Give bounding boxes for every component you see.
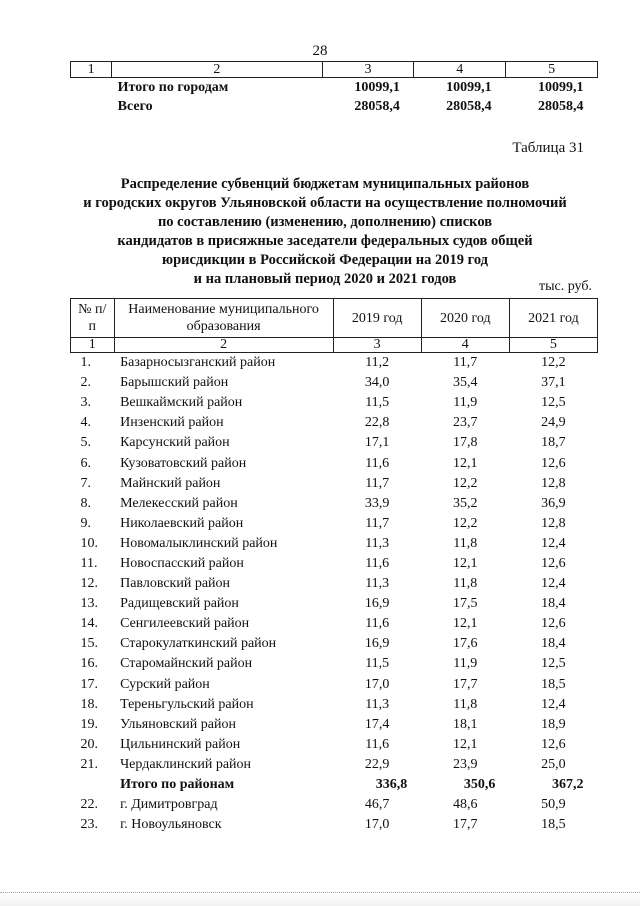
- row-number: 5.: [80, 435, 91, 451]
- row-number: 1.: [80, 355, 91, 371]
- value-2020: 12,1: [453, 616, 478, 632]
- table-row: [71, 654, 598, 674]
- row-name: г. Новоульяновск: [120, 817, 222, 833]
- value-2020: 11,9: [453, 656, 478, 672]
- continuation-header-row: [71, 62, 598, 78]
- row-name: Старокулаткинский район: [120, 636, 277, 652]
- value-2021: 12,6: [541, 555, 566, 571]
- column-numbers-row: [71, 338, 598, 353]
- title-line: по составлению (изменению, дополнению) списков: [157, 214, 493, 230]
- col-number-2: 2: [114, 338, 333, 353]
- table-label: Таблица 31: [512, 140, 584, 156]
- row-name: Сенгилеевский район: [120, 616, 250, 632]
- value-2021: 50,9: [541, 797, 566, 813]
- value-2021: 28058,4: [538, 99, 584, 114]
- subvention-table: [70, 298, 598, 835]
- table-row: [71, 695, 598, 715]
- grand-total-row: [71, 97, 598, 116]
- col-number-3: 3: [322, 62, 414, 78]
- table-row: [71, 373, 598, 393]
- row-number: 17.: [80, 676, 98, 692]
- col-number-3: 3: [333, 338, 421, 353]
- value-2019: 11,3: [365, 535, 390, 551]
- title-line: и на плановый период 2020 и 2021 годов: [193, 271, 457, 287]
- title-line: юрисдикции в Российской Федерации на 2019 год: [162, 252, 488, 268]
- row-name: Мелекесский район: [120, 495, 238, 511]
- value-2021: 12,4: [541, 535, 566, 551]
- row-number: 23.: [80, 817, 98, 833]
- value-2019: 11,5: [365, 656, 390, 672]
- value-2020: 12,1: [453, 455, 478, 471]
- row-name: Тереньгульский район: [120, 696, 254, 712]
- row-name: Кузоватовский район: [120, 455, 247, 471]
- value-2021: 12,4: [541, 696, 566, 712]
- value-2020: 17,8: [453, 435, 478, 451]
- col-number-5: 5: [509, 338, 597, 353]
- table-row: [71, 634, 598, 654]
- row-name: Цильнинский район: [120, 736, 241, 752]
- title-line: кандидатов в присяжные заседатели федеральных судов общей: [117, 233, 533, 249]
- table-row: [71, 433, 598, 453]
- header-num: № п/п: [71, 299, 115, 338]
- page-bottom-edge: [0, 892, 640, 906]
- value-2021: 12,6: [541, 736, 566, 752]
- row-number: 14.: [80, 616, 98, 632]
- title-line: Распределение субвенций бюджетам муниципальных районов: [120, 176, 530, 192]
- row-number: 3.: [80, 395, 91, 411]
- value-2021: 18,9: [541, 716, 566, 732]
- table-row: [71, 795, 598, 815]
- col-number-2: 2: [112, 62, 322, 78]
- value-2020: 28058,4: [446, 99, 492, 114]
- col-number-1: 1: [71, 338, 115, 353]
- value-2021: 37,1: [541, 375, 566, 391]
- value-2020: 10099,1: [446, 80, 492, 95]
- value-2019: 11,7: [365, 515, 390, 531]
- table-row: [71, 353, 598, 374]
- row-number: 19.: [80, 716, 98, 732]
- row-name: Новомалыклинский район: [120, 535, 278, 551]
- value-2020: 23,9: [453, 756, 478, 772]
- row-number: 4.: [80, 415, 91, 431]
- header-2021: 2021 год: [509, 299, 597, 338]
- continuation-table: [70, 61, 598, 116]
- row-number: 20.: [80, 736, 98, 752]
- row-number: 12.: [80, 576, 98, 592]
- table-row: [71, 574, 598, 594]
- table-title: [60, 175, 590, 289]
- value-2019: 16,9: [364, 636, 390, 652]
- row-number: 18.: [80, 696, 98, 712]
- row-name: Старомайнский район: [120, 656, 253, 672]
- row-number: 11.: [80, 555, 98, 571]
- value-2021: 12,8: [541, 515, 566, 531]
- row-number: 8.: [80, 495, 91, 511]
- value-2020: 12,2: [453, 515, 478, 531]
- row-name: Инзенский район: [120, 415, 224, 431]
- row-number: 16.: [80, 656, 98, 672]
- value-2019: 17,0: [364, 817, 390, 833]
- row-name: Николаевский район: [120, 515, 244, 531]
- table-row: [71, 393, 598, 413]
- value-2020: 17,7: [453, 676, 478, 692]
- value-2021: 12,2: [541, 355, 566, 371]
- header-2019: 2019 год: [333, 299, 421, 338]
- value-2019: 11,3: [365, 696, 390, 712]
- row-number: 22.: [80, 797, 98, 813]
- value-2019: 22,8: [364, 415, 390, 431]
- value-2019: 17,4: [364, 716, 390, 732]
- col-number-1: 1: [71, 62, 112, 78]
- value-2020: 12,1: [453, 736, 478, 752]
- value-2020: 12,2: [453, 475, 478, 491]
- header-2020: 2020 год: [421, 299, 509, 338]
- table-row: [71, 614, 598, 634]
- row-number: 2.: [80, 375, 91, 391]
- value-2020: 17,7: [453, 817, 478, 833]
- header-name: Наименование муниципального образования: [114, 299, 333, 338]
- table-row: [71, 715, 598, 735]
- row-name: Павловский район: [120, 576, 231, 592]
- col-number-4: 4: [414, 62, 506, 78]
- value-2019: 11,7: [365, 475, 390, 491]
- value-2019: 33,9: [364, 495, 390, 511]
- value-2020: 17,6: [453, 636, 478, 652]
- row-number: 13.: [80, 596, 98, 612]
- table-row: [71, 815, 598, 835]
- value-2021: 18,4: [541, 636, 566, 652]
- row-name: г. Димитровград: [120, 797, 218, 813]
- row-number: [71, 775, 115, 795]
- value-2020: 11,8: [453, 576, 478, 592]
- value-2019: 10099,1: [354, 80, 400, 95]
- row-number: 15.: [80, 636, 98, 652]
- table-header-row: [71, 299, 598, 338]
- value-2019: 11,6: [365, 616, 390, 632]
- districts-total-row: [71, 775, 598, 795]
- col-number-5: 5: [506, 62, 598, 78]
- value-2021: 25,0: [541, 756, 566, 772]
- table-row: [71, 453, 598, 473]
- value-2020: 18,1: [453, 716, 478, 732]
- cities-total-row: [71, 78, 598, 98]
- table-row: [71, 594, 598, 614]
- value-2019: 11,5: [365, 395, 390, 411]
- value-2019: 11,6: [365, 455, 390, 471]
- value-2019: 11,3: [365, 576, 390, 592]
- value-2021: 18,5: [541, 676, 566, 692]
- units-label: тыс. руб.: [539, 279, 592, 294]
- value-2021: 12,4: [541, 576, 566, 592]
- row-name: Барышский район: [120, 375, 229, 391]
- value-2020: 11,8: [453, 696, 478, 712]
- value-2019: 17,0: [364, 676, 390, 692]
- value-2021: 12,5: [541, 395, 566, 411]
- value-2019: 28058,4: [354, 99, 400, 114]
- title-line: и городских округов Ульяновской области на осуществление полномочий: [83, 195, 567, 211]
- table-row: [71, 514, 598, 534]
- value-2020: 17,5: [453, 596, 478, 612]
- value-2019: 336,8: [375, 777, 408, 793]
- value-2019: 16,9: [364, 596, 390, 612]
- row-name: Майнский район: [120, 475, 221, 491]
- table-row: [71, 494, 598, 514]
- value-2020: 48,6: [453, 797, 478, 813]
- value-2019: 17,1: [364, 435, 390, 451]
- row-number: 7.: [80, 475, 91, 491]
- table-row: [71, 755, 598, 775]
- row-name: Итого по городам: [117, 80, 229, 95]
- table-row: [71, 474, 598, 494]
- value-2019: 46,7: [364, 797, 390, 813]
- value-2021: 18,4: [541, 596, 566, 612]
- table-row: [71, 735, 598, 755]
- row-number: 9.: [80, 515, 91, 531]
- row-name: Сурский район: [120, 676, 210, 692]
- value-2021: 12,6: [541, 616, 566, 632]
- row-number: 10.: [80, 535, 98, 551]
- value-2021: 12,5: [541, 656, 566, 672]
- value-2019: 11,6: [365, 736, 390, 752]
- value-2021: 367,2: [552, 777, 584, 793]
- row-number: 6.: [80, 455, 91, 471]
- value-2020: 11,8: [453, 535, 478, 551]
- value-2019: 11,2: [365, 355, 390, 371]
- value-2019: 22,9: [364, 756, 390, 772]
- value-2020: 23,7: [453, 415, 478, 431]
- row-name: Чердаклинский район: [120, 756, 252, 772]
- row-name: Ульяновский район: [120, 716, 236, 732]
- row-number: 21.: [80, 756, 98, 772]
- value-2020: 12,1: [453, 555, 478, 571]
- value-2021: 10099,1: [538, 80, 584, 95]
- row-name: Карсунский район: [120, 435, 230, 451]
- value-2021: 18,7: [541, 435, 566, 451]
- row-name: Новоспасский район: [120, 555, 244, 571]
- row-name: Радищевский район: [120, 596, 239, 612]
- value-2021: 36,9: [541, 495, 566, 511]
- row-name: Итого по районам: [120, 777, 235, 793]
- value-2020: 11,7: [453, 355, 478, 371]
- value-2020: 350,6: [463, 777, 496, 793]
- row-name: Вешкаймский район: [120, 395, 243, 411]
- table-row: [71, 554, 598, 574]
- value-2019: 11,6: [365, 555, 390, 571]
- value-2021: 12,8: [541, 475, 566, 491]
- col-number-4: 4: [421, 338, 509, 353]
- table-row: [71, 534, 598, 554]
- row-name: Базарносызганский район: [120, 355, 276, 371]
- value-2020: 11,9: [453, 395, 478, 411]
- value-2021: 18,5: [541, 817, 566, 833]
- value-2020: 35,4: [453, 375, 478, 391]
- value-2019: 34,0: [364, 375, 390, 391]
- page-number: 28: [312, 43, 328, 59]
- table-row: [71, 413, 598, 433]
- row-name: Всего: [117, 99, 153, 114]
- table-row: [71, 675, 598, 695]
- value-2021: 24,9: [541, 415, 566, 431]
- value-2021: 12,6: [541, 455, 566, 471]
- value-2020: 35,2: [453, 495, 478, 511]
